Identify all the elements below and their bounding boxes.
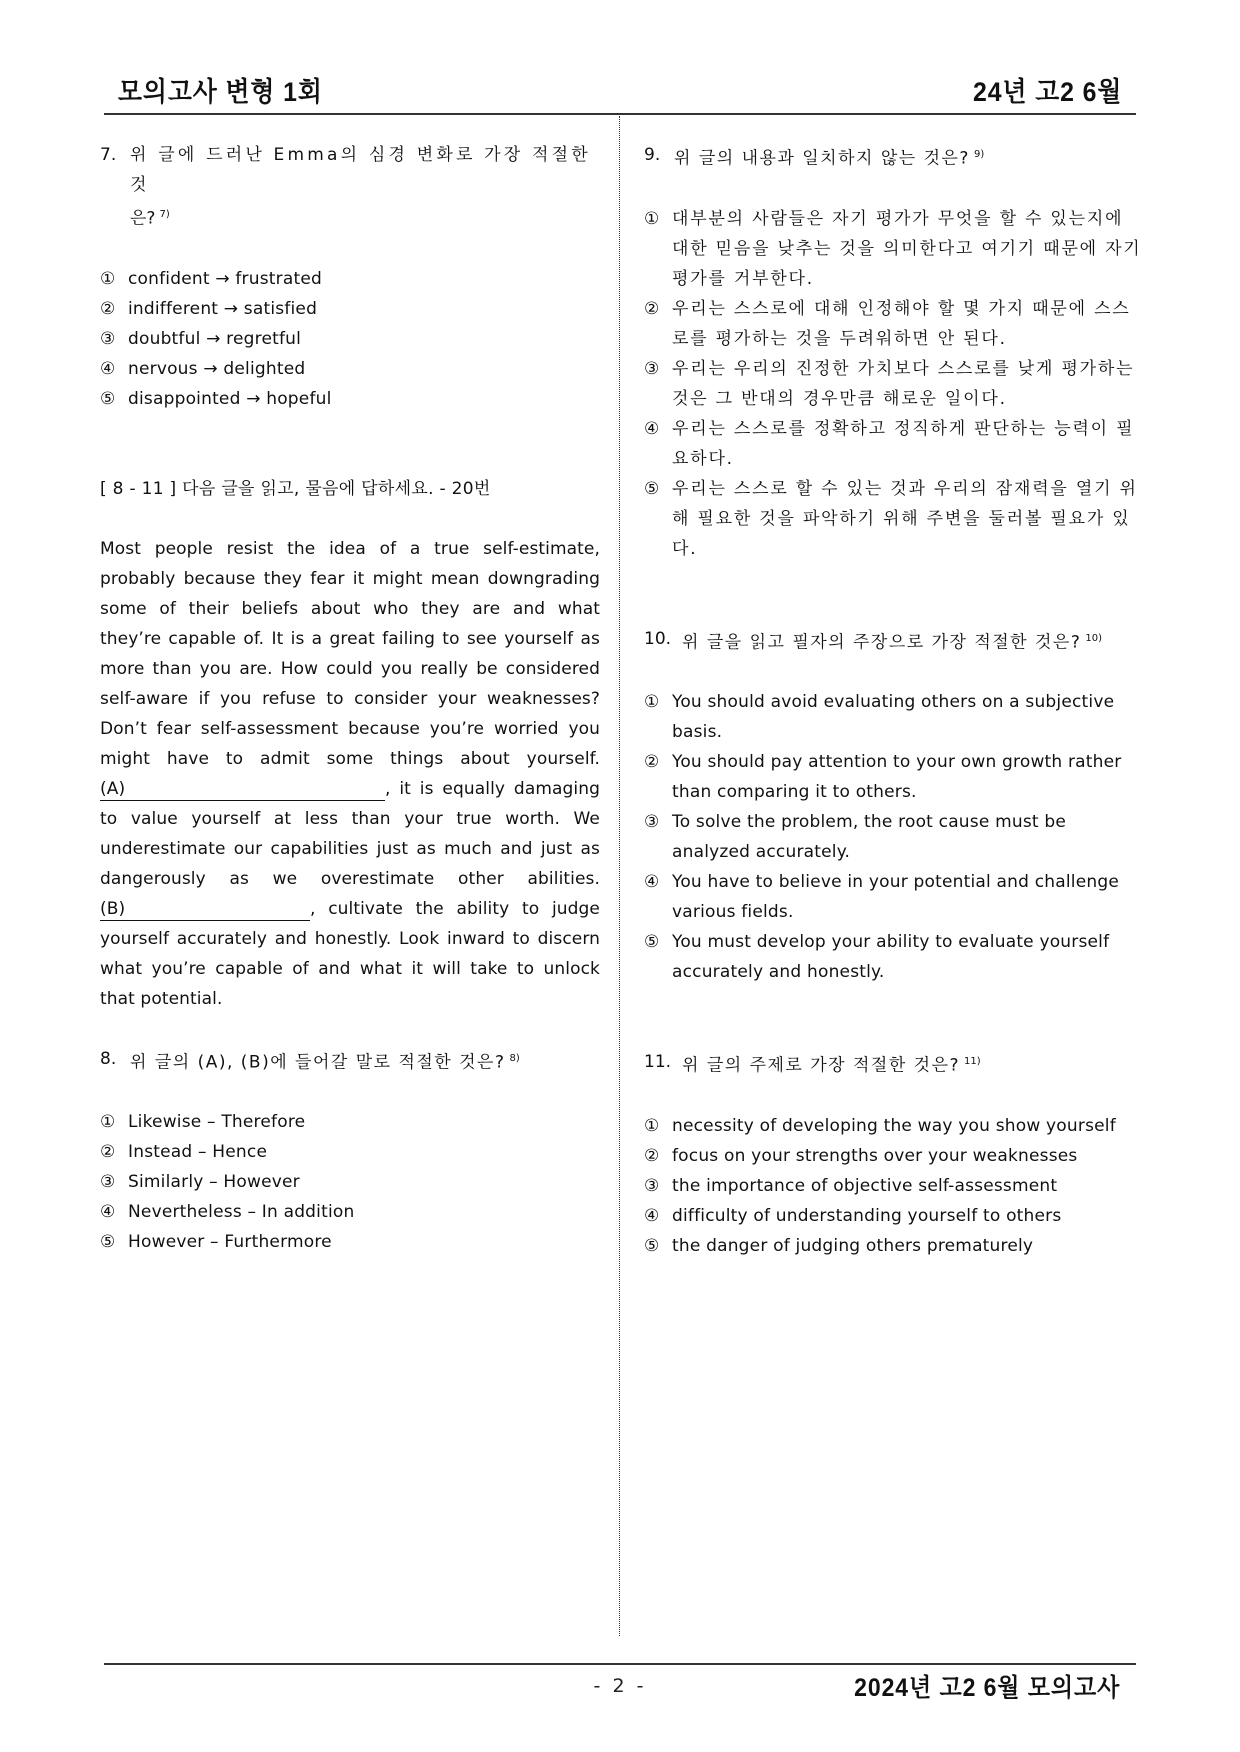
choice-number-icon: ③ <box>644 812 660 833</box>
blank-b-label: (B) <box>100 898 126 919</box>
page-number: - 2 - <box>593 1675 647 1697</box>
choice-number-icon: ① <box>644 208 662 229</box>
answer-option[interactable] <box>644 474 1144 564</box>
footnote-ref: 9) <box>973 149 985 160</box>
choice-number-icon: ② <box>100 1142 116 1163</box>
option-text: Similarly – However <box>128 1172 300 1193</box>
answer-option[interactable] <box>100 1167 600 1197</box>
blank-a <box>100 778 385 801</box>
option-text: Instead – Hence <box>128 1142 268 1163</box>
answer-options <box>100 264 600 414</box>
choice-number-icon: ④ <box>100 358 116 379</box>
option-text: Likewise – Therefore <box>128 1112 306 1133</box>
prompt-text: 위 글에 드러난 Emma의 심경 변화로 가장 적절한 것 <box>130 145 591 195</box>
passage-text: Most people resist the idea of a true self-estimate, probably because they fear it might mean downgrading some of their beliefs about who they are and what they’re capable of. It is a great failing to see yourself as more than you are. How could you really be considered self-aware if you refuse to consider your weaknesses? Don’t fear self-assessment because you’re worried you might have to admit some things about yourself. <box>100 538 600 769</box>
choice-number-icon: ④ <box>644 418 662 439</box>
column-divider <box>619 116 620 1636</box>
answer-options <box>644 1111 1144 1261</box>
choice-number-icon: ⑤ <box>100 1232 116 1253</box>
question-11-prompt <box>644 1047 1144 1081</box>
option-text: 우리는 스스로에 대해 인정해야 할 몇 가지 때문에 스스로를 평가하는 것을 두려워하면 안 된다. <box>672 298 1131 349</box>
left-column <box>100 140 600 1257</box>
question-8-prompt <box>100 1044 600 1078</box>
question-10-prompt <box>644 624 1144 658</box>
footer-rule <box>104 1663 1136 1665</box>
choice-number-icon: ② <box>100 298 116 319</box>
answer-option[interactable] <box>100 294 600 324</box>
option-text: You should pay attention to your own growth rather than comparing it to others. <box>672 752 1122 803</box>
option-text: the danger of judging others prematurely <box>672 1235 1034 1256</box>
blank-b <box>100 898 310 921</box>
choice-number-icon: ④ <box>644 872 660 893</box>
choice-number-icon: ③ <box>644 358 662 379</box>
option-text: 우리는 스스로 할 수 있는 것과 우리의 잠재력을 열기 위해 필요한 것을 파악하기 위해 주변을 둘러볼 필요가 있다. <box>672 478 1138 559</box>
question-11 <box>644 1047 1144 1261</box>
question-9-prompt <box>644 140 1144 174</box>
option-text: 우리는 우리의 진정한 가치보다 스스로를 낮게 평가하는 것은 그 반대의 경우만큼 해로운 일이다. <box>672 358 1135 409</box>
answer-options <box>644 204 1144 564</box>
option-text: the importance of objective self-assessment <box>672 1175 1058 1196</box>
option-text: difficulty of understanding yourself to others <box>672 1205 1062 1226</box>
answer-option[interactable] <box>644 354 1144 414</box>
choice-number-icon: ② <box>644 298 662 319</box>
question-10 <box>644 624 1144 988</box>
answer-option[interactable] <box>644 414 1144 474</box>
option-text: doubtful → regretful <box>128 328 302 349</box>
prompt-text: 위 글을 읽고 필자의 주장으로 가장 적절한 것은? <box>682 632 1082 653</box>
question-7 <box>100 140 600 414</box>
option-text: necessity of developing the way you show yourself <box>672 1115 1116 1136</box>
option-text: However – Furthermore <box>128 1232 332 1253</box>
answer-option[interactable] <box>100 1227 600 1257</box>
option-text: You must develop your ability to evaluate yourself accurately and honestly. <box>672 932 1110 983</box>
choice-number-icon: ① <box>644 692 660 713</box>
prompt-text: 위 글의 (A), (B)에 들어갈 말로 적절한 것은? <box>130 1052 506 1073</box>
option-text: 우리는 스스로를 정확하고 정직하게 판단하는 능력이 필요하다. <box>672 418 1135 469</box>
answer-options <box>644 687 1144 987</box>
footnote-ref: 11) <box>964 1056 981 1068</box>
answer-option[interactable] <box>100 1107 600 1137</box>
section-instruction: [ 8 - 11 ] 다음 글을 읽고, 물음에 답하세요. - 20번 <box>100 478 491 499</box>
exam-title: 모의고사 변형 1회 <box>118 77 323 107</box>
answer-options <box>100 1107 600 1257</box>
answer-option[interactable] <box>644 1231 1144 1261</box>
option-text: 대부분의 사람들은 자기 평가가 무엇을 할 수 있는지에 대한 믿음을 낮추는 것을 의미한다고 여기기 때문에 자기 평가를 거부한다. <box>672 208 1142 289</box>
answer-option[interactable] <box>644 927 1144 987</box>
choice-number-icon: ① <box>100 268 116 289</box>
answer-option[interactable] <box>644 747 1144 807</box>
question-number: 8. <box>100 1048 117 1069</box>
answer-option[interactable] <box>100 354 600 384</box>
answer-option[interactable] <box>100 384 600 414</box>
choice-number-icon: ⑤ <box>100 388 116 409</box>
option-text: disappointed → hopeful <box>128 388 332 409</box>
answer-option[interactable] <box>644 867 1144 927</box>
option-text: confident → frustrated <box>128 268 322 289</box>
option-text: indifferent → satisfied <box>128 298 318 319</box>
question-number: 10. <box>644 628 672 649</box>
footnote-ref: 8) <box>509 1052 520 1064</box>
footnote-ref: 10) <box>1085 632 1103 644</box>
blank-a-label: (A) <box>100 778 126 799</box>
answer-option[interactable] <box>100 324 600 354</box>
option-text: Nevertheless – In addition <box>128 1202 355 1223</box>
option-text: focus on your strengths over your weaknesses <box>672 1145 1078 1166</box>
question-number: 9. <box>644 145 661 165</box>
answer-option[interactable] <box>644 1111 1144 1141</box>
question-number: 7. <box>100 145 117 165</box>
header-rule <box>104 113 1136 115</box>
question-7-prompt <box>100 140 600 234</box>
question-number: 11. <box>644 1052 672 1073</box>
choice-number-icon: ⑤ <box>644 478 662 499</box>
option-text: nervous → delighted <box>128 358 306 379</box>
choice-number-icon: ⑤ <box>644 1235 660 1256</box>
answer-option[interactable] <box>100 1197 600 1227</box>
answer-option[interactable] <box>644 1171 1144 1201</box>
footnote-ref: 7) <box>159 209 170 220</box>
answer-option[interactable] <box>644 204 1144 294</box>
right-column <box>644 140 1144 1261</box>
passage-text: , cultivate the ability to judge yourself accurately and honestly. Look inward to discern what you’re capable of and what it will take to unlock that potential. <box>100 898 600 1009</box>
choice-number-icon: ③ <box>100 1172 116 1193</box>
prompt-text: 위 글의 주제로 가장 적절한 것은? <box>682 1055 961 1076</box>
choice-number-icon: ① <box>644 1115 660 1136</box>
exam-date-label: 24년 고2 6월 <box>972 77 1122 107</box>
footer-exam-label: 2024년 고2 6월 모의고사 <box>853 1674 1120 1702</box>
prompt-text: 위 글의 내용과 일치하지 않는 것은? <box>674 148 970 169</box>
page-header <box>118 66 1122 114</box>
answer-option[interactable] <box>644 1141 1144 1171</box>
answer-option[interactable] <box>644 687 1144 747</box>
passage-text: , it is equally damaging to value yourself at less than your true worth. We underestimate our capabilities just as much and just as dangerously as we overestimate other abilities. <box>100 778 600 889</box>
choice-number-icon: ④ <box>100 1202 116 1223</box>
choice-number-icon: ④ <box>644 1205 660 1226</box>
choice-number-icon: ③ <box>644 1175 660 1196</box>
answer-option[interactable] <box>644 807 1144 867</box>
question-9 <box>644 140 1144 564</box>
option-text: You have to believe in your potential and challenge various fields. <box>672 872 1119 923</box>
answer-option[interactable] <box>100 1137 600 1167</box>
answer-option[interactable] <box>644 294 1144 354</box>
choice-number-icon: ① <box>100 1112 116 1133</box>
choice-number-icon: ⑤ <box>644 932 660 953</box>
choice-number-icon: ② <box>644 752 660 773</box>
answer-option[interactable] <box>644 1201 1144 1231</box>
option-text: To solve the problem, the root cause must be analyzed accurately. <box>672 812 1067 863</box>
reading-passage <box>100 534 600 1014</box>
answer-option[interactable] <box>100 264 600 294</box>
choice-number-icon: ③ <box>100 328 116 349</box>
prompt-text-cont: 은? <box>130 208 156 229</box>
option-text: You should avoid evaluating others on a subjective basis. <box>672 692 1115 743</box>
choice-number-icon: ② <box>644 1145 660 1166</box>
question-8 <box>100 1044 600 1258</box>
